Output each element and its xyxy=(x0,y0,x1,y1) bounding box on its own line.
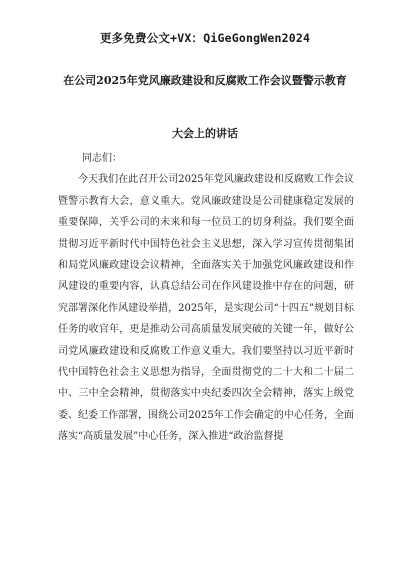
body-paragraph: 今天我们在此召开公司2025年党风廉政建设和反腐败工作会议暨警示教育大会，意义重大。党风廉政建设是公司健康稳定发展的重要保障，关乎公司的未来和每一位员工的切身利益。我们要全面贯彻习近平新时代中国特色社会主义思想，深入学习宣传贯彻集团和局党风廉政建设会议精神，全面落实关于加强党风廉政建设和作风建设的重要内容，认真总结公司在作风建设推中存在的问题，研究部署深化作风建设举措，2025年，是实现公司“十四五”规划目标任务的收官年，更是推动公司高质量发展突破的关键一年，做好公司党风廉政建设和反腐败工作意义重大。我们要坚持以习近平新时代中国特色社会主义思想为指导，全面贯彻党的二十大和二十届二中、三中全会精神，贯彻落实中央纪委四次全会精神，落实上级党委、纪委工作部署，围绕公司2025年工作会确定的中心任务，全面落实“高质量发展”中心任务，深入推进“政治监督提 xyxy=(58,174,354,443)
document-title-line-1: 在公司2025年党风廉政建设和反腐败工作会议暨警示教育 xyxy=(63,74,347,87)
document-body xyxy=(58,148,354,448)
salutation: 同志们： xyxy=(82,153,122,164)
promo-header: 更多免费公文+VX：QiGeGongWen2024 xyxy=(99,31,311,45)
document-title-line-2: 大会上的讲话 xyxy=(172,127,238,140)
